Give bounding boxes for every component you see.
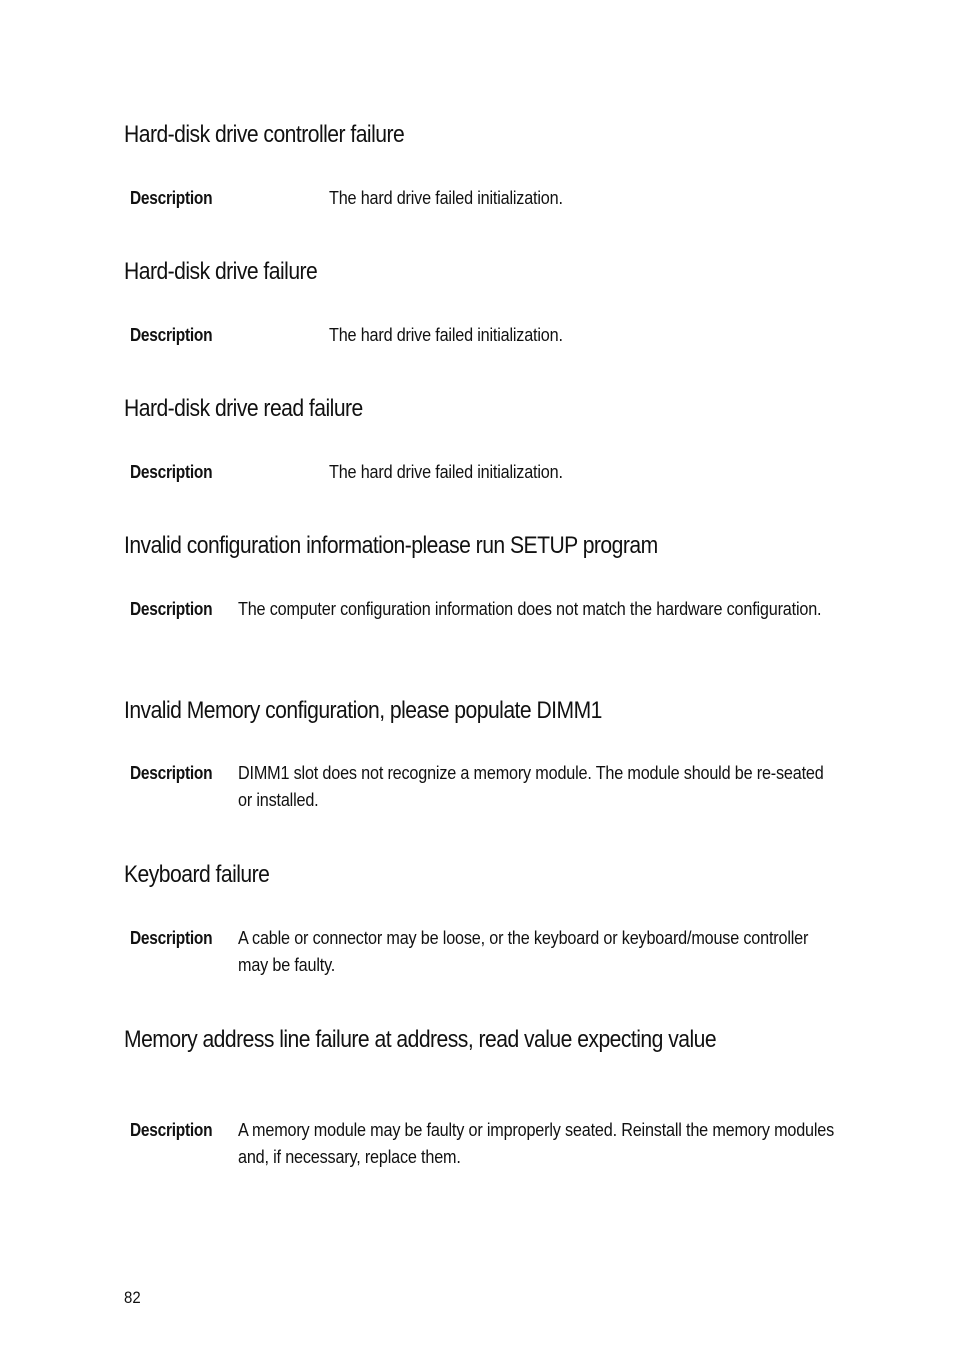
- section-heading-hdd-read-failure: Hard-disk drive read failure: [124, 395, 363, 422]
- description-text: The hard drive failed initialization.: [329, 188, 563, 208]
- section-heading-invalid-memory-configuration: Invalid Memory configuration, please populate DIMM1: [124, 697, 602, 724]
- description-text: The hard drive failed initialization.: [329, 462, 563, 482]
- section-heading-hdd-controller-failure: Hard-disk drive controller failure: [124, 121, 405, 148]
- description-text: A cable or connector may be loose, or the keyboard or keyboard/mouse controller may be faulty.: [238, 928, 809, 975]
- description-label: Description: [130, 599, 213, 619]
- section-heading-memory-address-line-failure: Memory address line failure at address, read value expecting value: [124, 1026, 717, 1053]
- description-label: Description: [130, 188, 213, 208]
- section-heading-keyboard-failure: Keyboard failure: [124, 861, 270, 888]
- description-text: DIMM1 slot does not recognize a memory module. The module should be re-seated or installed.: [238, 763, 824, 810]
- description-label: Description: [130, 763, 213, 783]
- description-text: The hard drive failed initialization.: [329, 325, 563, 345]
- description-label: Description: [130, 928, 213, 948]
- section-heading-invalid-configuration: Invalid configuration information-please run SETUP program: [124, 532, 658, 559]
- description-text: A memory module may be faulty or improperly seated. Reinstall the memory modules and, if necessary, replace them.: [238, 1120, 835, 1167]
- description-label: Description: [130, 325, 213, 345]
- section-heading-hdd-failure: Hard-disk drive failure: [124, 258, 318, 285]
- page-number: 82: [124, 1288, 141, 1307]
- description-label: Description: [130, 1120, 213, 1140]
- description-text: The computer configuration information does not match the hardware configuration.: [238, 599, 822, 619]
- description-label: Description: [130, 462, 213, 482]
